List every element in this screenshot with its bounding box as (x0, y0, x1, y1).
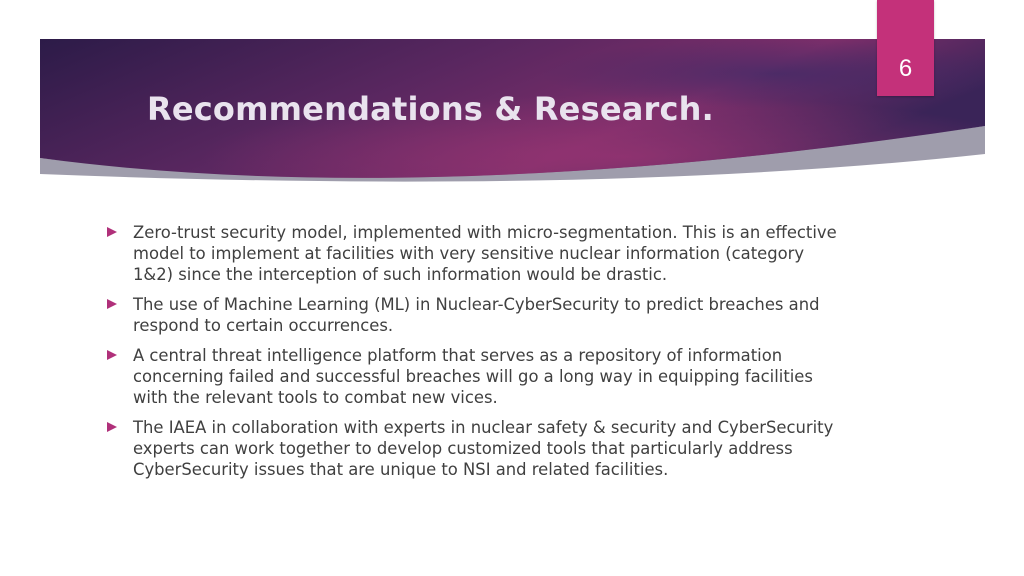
triangle-bullet-icon (107, 350, 117, 360)
page-number: 6 (898, 55, 913, 82)
bullet-text: The IAEA in collaboration with experts in nuclear safety & security and CyberSecurity experts can work together to develop customized tools that particularly address CyberSecurity issues that are unique to NSI and related facilities. (133, 418, 834, 479)
triangle-bullet-icon (107, 227, 117, 237)
page-number-tab (877, 0, 934, 96)
slide-title: Recommendations & Research. (147, 90, 715, 128)
bullet-list (105, 222, 845, 489)
bullet-item (105, 222, 845, 285)
bullet-item (105, 345, 845, 408)
bullet-text: Zero-trust security model, implemented with micro-segmentation. This is an effective model to implement at facilities with very sensitive nuclear information (category 1&2) since the interception of such information would be drastic. (133, 223, 837, 284)
bullet-text: The use of Machine Learning (ML) in Nuclear-CyberSecurity to predict breaches and respond to certain occurrences. (133, 295, 820, 335)
triangle-bullet-icon (107, 422, 117, 432)
triangle-bullet-icon (107, 299, 117, 309)
bullet-item (105, 294, 845, 336)
bullet-item (105, 417, 845, 480)
bullet-text: A central threat intelligence platform that serves as a repository of information concerning failed and successful breaches will go a long way in equipping facilities with the relevant tools to combat new vices. (133, 346, 813, 407)
